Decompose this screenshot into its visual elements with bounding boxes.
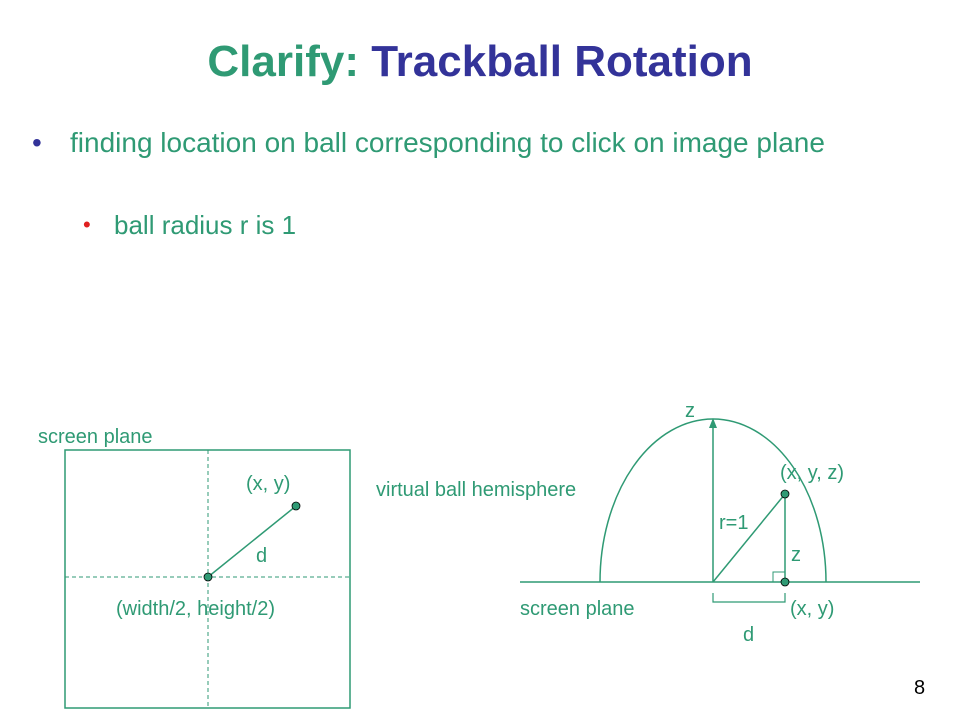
title-prefix: Clarify:: [207, 37, 359, 86]
hemisphere-label: virtual ball hemisphere: [376, 479, 577, 501]
bullet-marker: •: [32, 127, 42, 158]
center-label: (width/2, height/2): [116, 598, 275, 620]
screen-plane-label-right: screen plane: [520, 598, 635, 620]
bullet-2: ball radius r is 1: [114, 210, 297, 240]
screen-plane-diagram: [38, 426, 350, 708]
plane-point: [781, 578, 789, 586]
title-main: Trackball Rotation: [371, 37, 753, 86]
bullet-1: finding location on ball corresponding to click on image plane: [70, 127, 825, 158]
distance-bracket: [713, 593, 785, 602]
hemisphere-diagram: [376, 400, 920, 646]
distance-label: d: [256, 545, 268, 567]
radius-line: [713, 494, 785, 582]
click-point: [292, 502, 300, 510]
center-point: [204, 573, 212, 581]
sub-bullet-marker: •: [83, 212, 91, 237]
sphere-point: [781, 490, 789, 498]
radius-label: r=1: [719, 512, 749, 534]
page-number: 8: [914, 677, 926, 699]
z-height-label: z: [791, 544, 801, 566]
sphere-point-label: (x, y, z): [780, 462, 845, 484]
screen-plane-label: screen plane: [38, 426, 153, 448]
plane-point-label: (x, y): [790, 598, 835, 620]
z-axis-label: z: [685, 400, 695, 422]
distance-line: [208, 506, 296, 577]
distance-label-right: d: [743, 624, 755, 646]
click-point-label: (x, y): [246, 473, 291, 495]
